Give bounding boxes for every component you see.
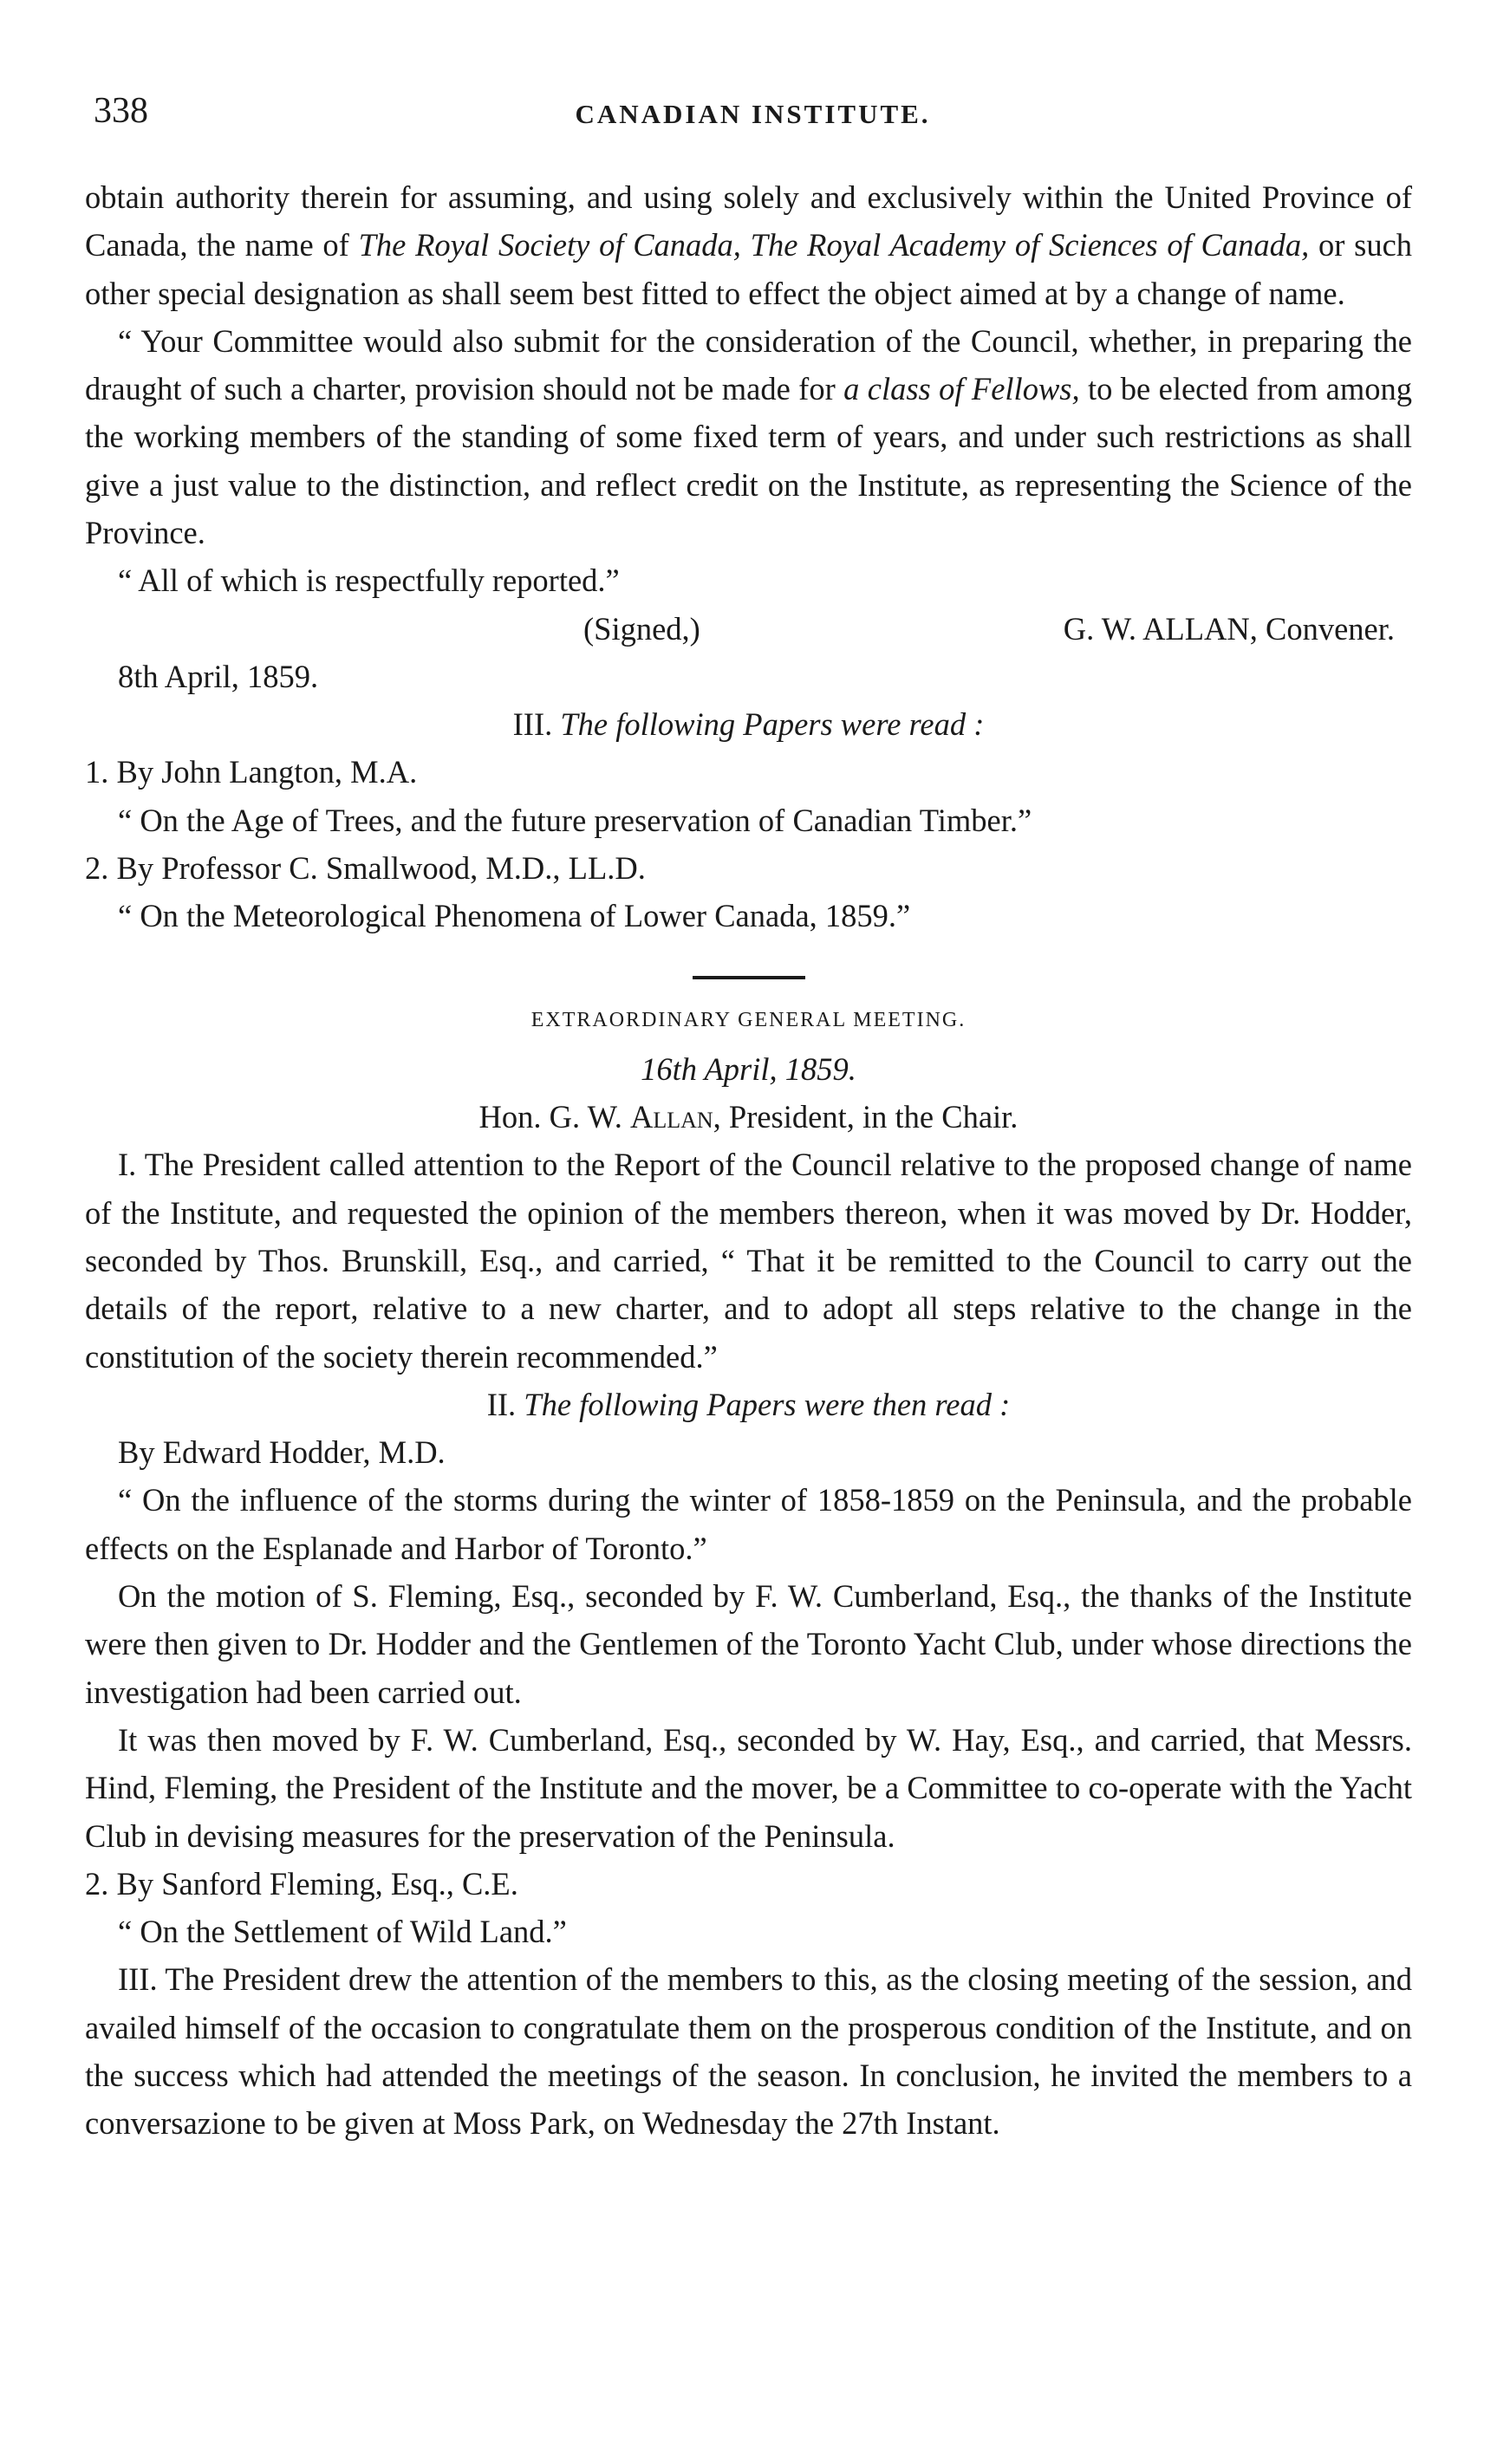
list-item: 2. By Sanford Fleming, Esq., C.E. [85, 1865, 518, 1902]
section-title: The following Papers were read : [560, 705, 985, 742]
chair-line [85, 1093, 1412, 1141]
paragraph: “ All of which is respectfully reported.” [118, 562, 620, 599]
paragraph [85, 317, 1412, 556]
paper-title: “ On the Settlement of Wild Land.” [118, 1914, 567, 1950]
paper-title: “ On the influence of the storms during the winter of 1858-1859 on the Peninsula, and the probable effects on the Esplanade and Harbor of Toronto.” [85, 1482, 1412, 1566]
section-heading [85, 1381, 1412, 1428]
signed-label: (Signed,) [583, 610, 700, 647]
running-title: CANADIAN INSTITUTE. [575, 99, 931, 129]
meeting-heading: EXTRAORDINARY GENERAL MEETING. [530, 1009, 967, 1032]
paragraph: It was then moved by F. W. Cumberland, Esq., seconded by W. Hay, Esq., and carried, that Messrs. Hind, Fleming, the President of the Institute and the mover, be a Committee to co-operate with the Yacht Club in devising measures for the preservation of the Peninsula. [85, 1721, 1412, 1854]
page-header [94, 90, 1412, 142]
page-number: 338 [94, 91, 148, 131]
meeting-date [85, 1045, 1412, 1093]
paper-title: “ On the Age of Trees, and the future preservation of Canadian Timber.” [118, 802, 1032, 838]
text-run: Hon. G. W. [478, 1099, 630, 1135]
text-run: to be elected from among the working members of the standing of some fixed term of years, and under such restrictions as shall give a just value to the distinction, and reflect credit on the Institute, as representing the Science of the Province. [85, 371, 1413, 551]
paragraph: On the motion of S. Fleming, Esq., seconded by F. W. Cumberland, Esq., the thanks of the Institute were then given to Dr. Hodder and the Gentlemen of the Toronto Yacht Club, under whose directions the investigation had been carried out. [85, 1578, 1412, 1710]
section-title: The following Papers were then read : [524, 1386, 1011, 1422]
section-number: II. [486, 1386, 517, 1422]
paragraph [85, 173, 1412, 317]
paragraph: I. The President called attention to the Report of the Council relative to the proposed change of name of the Institute, and requested the opinion of the members thereon, when it was moved by Dr. Hodder, seconded by Thos. Brunskill, Esq., and carried, “ That it be remitted to the Council to carry out the details of the report, relative to a new charter, and to adopt all steps relative to the change in the constitution of the society therein recommended.” [85, 1147, 1412, 1375]
text-run: , President, in the Chair. [713, 1099, 1019, 1135]
meeting-date-text: 16th April, 1859. [641, 1050, 856, 1087]
report-date: 8th April, 1859. [118, 658, 319, 694]
page-body [85, 173, 1412, 2148]
paper-title: “ On the Meteorological Phenomena of Lower Canada, 1859.” [118, 898, 911, 934]
list-item: 2. By Professor C. Smallwood, M.D., LL.D. [85, 849, 646, 886]
italic-text: a class of Fellows, [843, 371, 1080, 407]
text-run: or such other special designation as shall seem best fitted to effect the object aimed at by a change of name. [85, 227, 1413, 311]
paragraph: III. The President drew the attention of the members to this, as the closing meeting of the session, and availed himself of the occasion to congratulate them on the prosperous condition of the Institute, and on the success which had attended the meetings of the season. In conclusion, he invited the members to a conversazione to be given at Moss Park, on Wednesday the 27th Instant. [85, 1961, 1412, 2142]
chair-name: Allan [629, 1099, 713, 1135]
signature-line [85, 605, 1412, 653]
section-heading [85, 700, 1412, 748]
list-item: 1. By John Langton, M.A. [85, 754, 418, 790]
signer-name: G. W. ALLAN, Convener. [1063, 610, 1395, 647]
section-divider [693, 976, 805, 979]
paper-author: By Edward Hodder, M.D. [118, 1434, 446, 1471]
italic-text: The Royal Society of Canada, The Royal Academy of Sciences of Canada, [358, 227, 1310, 263]
text-run: obtain authority therein for assuming, and using solely and exclusively within the United Province of Canada, the name of [85, 179, 1412, 263]
section-number: III. [512, 705, 553, 742]
text-run: “ Your Committee would also submit for the consideration of the Council, whether, in preparing the draught of such a charter, provision should not be made for [85, 322, 1412, 407]
